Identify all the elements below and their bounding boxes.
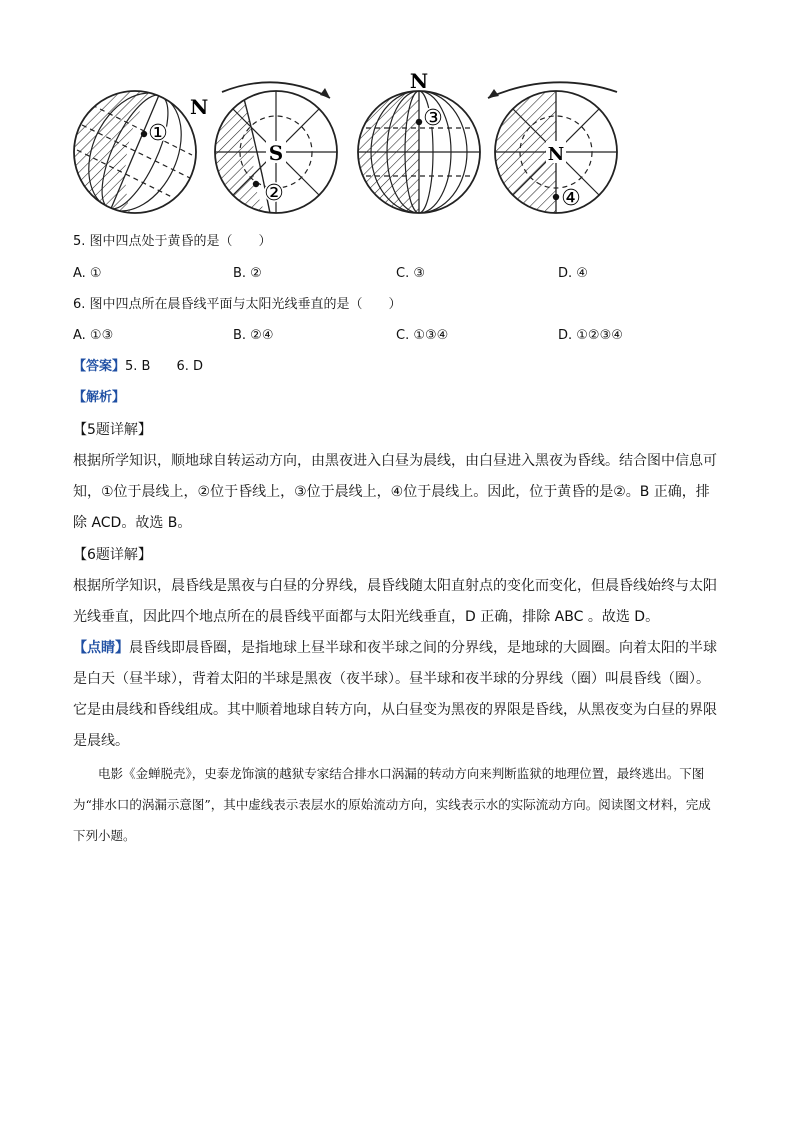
point-1-label: ① (148, 121, 168, 146)
detail5-text: 根据所学知识，顺地球自转运动方向，由黑夜进入白昼为晨线，由白昼进入黑夜为昏线。结合图中信息可知，①位于晨线上，②位于昏线上，③位于晨线上，④位于晨线上。因此，位于黄昏的是②。B 正确，排除 ACD。故选 B。 (73, 453, 717, 531)
globe-1 (72, 78, 208, 220)
detail5-paragraph (73, 446, 723, 539)
q5-stem: 5. 图中四点处于黄昏的是（ ） (73, 234, 272, 249)
q6-stem: 6. 图中四点所在晨昏线平面与太阳光线垂直的是（ ） (73, 297, 402, 312)
detail6-paragraph (73, 571, 723, 633)
analysis-label: 【解析】 (73, 390, 126, 405)
answer-text: 5. B 6. D (125, 359, 204, 374)
q6-option-c: C. ①③④ (396, 328, 449, 343)
q6-option-d: D. ①②③④ (558, 328, 623, 343)
q5-option-d: D. ④ (558, 266, 588, 281)
tip-label: 【点睛】 (73, 640, 129, 656)
material-text: 电影《金蝉脱壳》，史泰龙饰演的越狱专家结合排水口涡漏的转动方向来判断监狱的地理位置，最终逃出。下图为“排水口的涡漏示意图”，其中虚线表示表层水的原始流动方向，实线表示水的实际流动方向。阅读图文材料，完成下列小题。 (73, 766, 711, 843)
point-2-label: ② (264, 181, 284, 206)
north-pole-label-4: N (547, 144, 565, 165)
globe-2 (212, 90, 337, 220)
globe-4 (495, 90, 617, 220)
globes-figure (72, 70, 632, 220)
q6-option-b: B. ②④ (233, 328, 274, 343)
north-label-1: N (190, 95, 209, 119)
globe-3 (356, 70, 480, 220)
tip-paragraph (73, 633, 723, 757)
material-paragraph (73, 758, 723, 851)
answer-line (73, 359, 203, 375)
q5-option-c: C. ③ (396, 266, 425, 281)
analysis-line (73, 390, 125, 406)
answer-label: 【答案】 (73, 359, 126, 374)
point-4-label: ④ (561, 186, 581, 211)
q5-option-b: B. ② (233, 266, 262, 281)
detail6-heading: 【6题详解】 (73, 547, 152, 563)
detail5-heading: 【5题详解】 (73, 422, 152, 438)
point-3-label: ③ (423, 106, 443, 131)
q5-option-a: A. ① (73, 266, 102, 281)
north-label-3: N (409, 70, 429, 93)
south-pole-label: S (268, 141, 284, 165)
rotation-arrowhead-1 (320, 88, 330, 98)
tip-text: 晨昏线即晨昏圈，是指地球上昼半球和夜半球之间的分界线，是地球的大圆圈。向着太阳的半球是白天（昼半球），背着太阳的半球是黑夜（夜半球）。昼半球和夜半球的分界线（圈）叫晨昏线（圈）。它是由晨线和昏线组成。其中顺着地球自转方向，从白昼变为黑夜的界限是昏线，从黑夜变为白昼的界限是晨线。 (73, 640, 717, 749)
detail6-text: 根据所学知识，晨昏线是黑夜与白昼的分界线，晨昏线随太阳直射点的变化而变化，但晨昏线始终与太阳光线垂直，因此四个地点所在的晨昏线平面都与太阳光线垂直，D 正确，排除 ABC 。故选 D。 (73, 578, 717, 625)
q6-option-a: A. ①③ (73, 328, 114, 343)
